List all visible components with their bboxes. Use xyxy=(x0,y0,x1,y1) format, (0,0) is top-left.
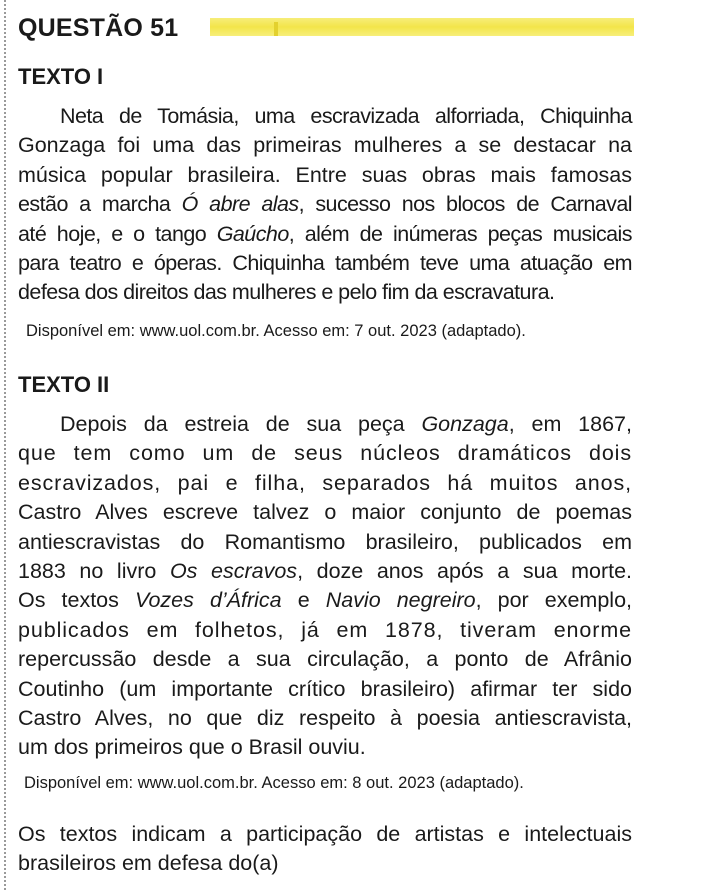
text-run: , por exemplo, xyxy=(475,588,632,613)
work-title-italic: Ó abre alas xyxy=(181,192,299,217)
paragraph-line xyxy=(18,586,632,615)
paragraph-line: Castro Alves, no que diz respeito à poesia antiescravista, xyxy=(18,706,632,731)
texto-1-paragraph xyxy=(18,102,632,308)
text-run: , em 1867, xyxy=(508,412,632,436)
text-run: , doze anos após a sua morte. xyxy=(297,559,633,584)
paragraph-line: defesa dos direitos das mulheres e pelo fim da escravatura. xyxy=(18,280,555,305)
text-run: e xyxy=(281,588,326,613)
paragraph-line: repercussão desde a sua circulação, a ponto de Afrânio xyxy=(18,647,632,672)
page-margin-dotted-line xyxy=(4,0,6,891)
paragraph-line: música popular brasileira. Entre suas obras mais famosas xyxy=(18,162,632,187)
text-run: 1883 no livro xyxy=(18,559,170,584)
texto-2-paragraph xyxy=(18,410,632,763)
texto-1-title: TEXTO I xyxy=(18,64,104,89)
text-run: , além de inúmeras peças musicais xyxy=(288,221,632,246)
work-title-italic: Vozes d’África xyxy=(134,588,282,613)
work-title-italic: Gaúcho xyxy=(216,221,289,246)
text-run: Os textos xyxy=(18,588,135,613)
title-highlight-bar xyxy=(210,18,634,36)
work-title-italic: Gonzaga xyxy=(421,412,509,436)
paragraph-line xyxy=(18,220,632,249)
paragraph-line: publicados em folhetos, já em 1878, tiveram enorme xyxy=(18,617,632,642)
prompt-line: Os textos indicam a participação de artistas e intelectuais xyxy=(18,822,632,846)
text-run: estão a marcha xyxy=(18,192,182,217)
paragraph-line: Neta de Tomásia, uma escravizada alforriada, Chiquinha xyxy=(60,104,632,128)
texto-1-source: Disponível em: www.uol.com.br. Acesso em: 7 out. 2023 (adaptado). xyxy=(26,322,526,340)
paragraph-line: um dos primeiros que o Brasil ouviu. xyxy=(18,735,366,760)
paragraph-line: Castro Alves escreve talvez o maior conjunto de poemas xyxy=(18,500,632,525)
work-title-italic: Navio negreiro xyxy=(325,588,476,613)
paragraph-line: antiescravistas do Romantismo brasileiro, publicados em xyxy=(18,529,632,554)
paragraph-line xyxy=(18,190,632,219)
texto-2-source: Disponível em: www.uol.com.br. Acesso em: 8 out. 2023 (adaptado). xyxy=(24,774,524,792)
paragraph-line: para teatro e óperas. Chiquinha também teve uma atuação em xyxy=(18,251,632,276)
paragraph-line: que tem como um de seus núcleos dramáticos dois xyxy=(18,441,632,466)
paragraph-line: Coutinho (um importante crítico brasileiro) afirmar ter sido xyxy=(18,676,632,701)
prompt-line: brasileiros em defesa do(a) xyxy=(18,851,279,876)
question-header xyxy=(18,12,634,44)
paragraph-line: escravizados, pai e filha, separados há muitos anos, xyxy=(18,470,632,495)
texto-2-title: TEXTO II xyxy=(18,372,110,397)
text-run: Depois da estreia de sua peça xyxy=(60,412,422,436)
paragraph-line xyxy=(18,410,632,439)
question-title: QUESTÃO 51 xyxy=(18,14,179,42)
paragraph-line xyxy=(18,557,632,586)
highlight-bar-mark xyxy=(274,22,278,36)
text-run: , sucesso nos blocos de Carnaval xyxy=(298,192,633,217)
text-run: até hoje, e o tango xyxy=(18,221,217,246)
work-title-italic: Os escravos xyxy=(169,559,298,584)
question-prompt xyxy=(18,820,632,879)
paragraph-line: Gonzaga foi uma das primeiras mulheres a se destacar na xyxy=(18,133,632,158)
